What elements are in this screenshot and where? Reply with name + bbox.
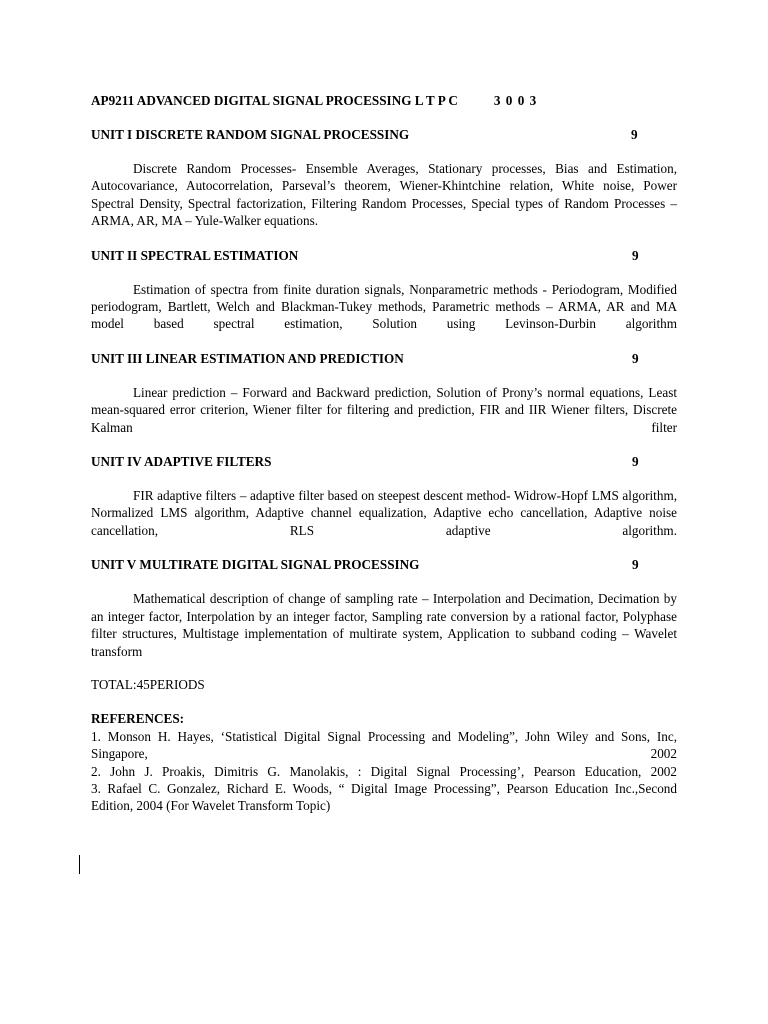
unit-title: UNIT III LINEAR ESTIMATION AND PREDICTION [91,350,404,366]
reference-item: 1. Monson H. Hayes, ‘Statistical Digital Signal Processing and Modeling”, John Wiley and Sons, Inc, Singapore, 2002 [91,728,677,762]
reference-item: 2. John J. Proakis, Dimitris G. Manolakis, : Digital Signal Processing’, Pearson Education, 2002 [91,763,677,779]
unit-content: Discrete Random Processes- Ensemble Averages, Stationary processes, Bias and Estimation, Autocovariance, Autocorrelation, Parseval’s theorem, Wiener-Khintchine relation, White noise, Power Spectral Density, Spectral factorization, Filtering Random Processes, Special types of Random Processes – ARMA, AR, MA – Yule-Walker equations. [91,161,677,229]
unit-2 [91,247,677,333]
unit-title: UNIT V MULTIRATE DIGITAL SIGNAL PROCESSING [91,557,420,573]
unit-heading [91,126,677,143]
syllabus-page [91,92,677,815]
unit-content: Mathematical description of change of sampling rate – Interpolation and Decimation, Decimation by an integer factor, Interpolation by an integer factor, Sampling rate conversion by a rational factor, Polyphase filter structures, Multistage implementation of multirate system, Application to subband coding – Wavelet transform [91,591,677,659]
unit-4 [91,453,677,539]
unit-content: Estimation of spectra from finite duration signals, Nonparametric methods - Periodogram, Modified periodogram, Bartlett, Welch and Blackman-Tukey methods, Parametric methods – ARMA, AR and MA model based spectral estimation, Solution using Levinson-Durbin algorithm [91,281,677,332]
unit-hours: 9 [632,454,639,470]
course-code-title: AP9211 ADVANCED DIGITAL SIGNAL PROCESSING L T P C [91,93,458,108]
unit-title: UNIT IV ADAPTIVE FILTERS [91,454,272,470]
reference-item: 3. Rafael C. Gonzalez, Richard E. Woods, “ Digital Image Processing”, Pearson Education Inc.,Second Edition, 2004 (For Wavelet Transform Topic) [91,780,677,814]
references-heading: REFERENCES: [91,711,185,727]
unit-heading [91,247,677,264]
unit-1 [91,126,677,230]
unit-hours: 9 [632,557,639,573]
unit-title: UNIT I DISCRETE RANDOM SIGNAL PROCESSING [91,127,410,142]
unit-title: UNIT II SPECTRAL ESTIMATION [91,247,299,263]
references-section [91,710,677,814]
unit-heading [91,556,677,573]
text-cursor-mark [79,855,80,874]
total-periods: TOTAL:45PERIODS [91,676,205,692]
ltpc-values: 3 0 0 3 [493,93,538,108]
unit-hours: 9 [631,127,638,142]
unit-hours: 9 [632,247,639,263]
unit-5 [91,556,677,660]
unit-heading [91,350,677,367]
unit-heading [91,453,677,470]
unit-3 [91,350,677,436]
unit-content: Linear prediction – Forward and Backward prediction, Solution of Prony’s normal equations, Least mean-squared error criterion, Wiener filter for filtering and prediction, FIR and IIR Wiener filters, Discrete Kalman filter [91,384,677,435]
unit-content: FIR adaptive filters – adaptive filter based on steepest descent method- Widrow-Hopf LMS algorithm, Normalized LMS algorithm, Adaptive channel equalization, Adaptive echo cancellation, Adaptive noise cancellation, RLS adaptive algorithm. [91,488,677,538]
unit-hours: 9 [632,350,639,366]
course-title [91,92,677,109]
